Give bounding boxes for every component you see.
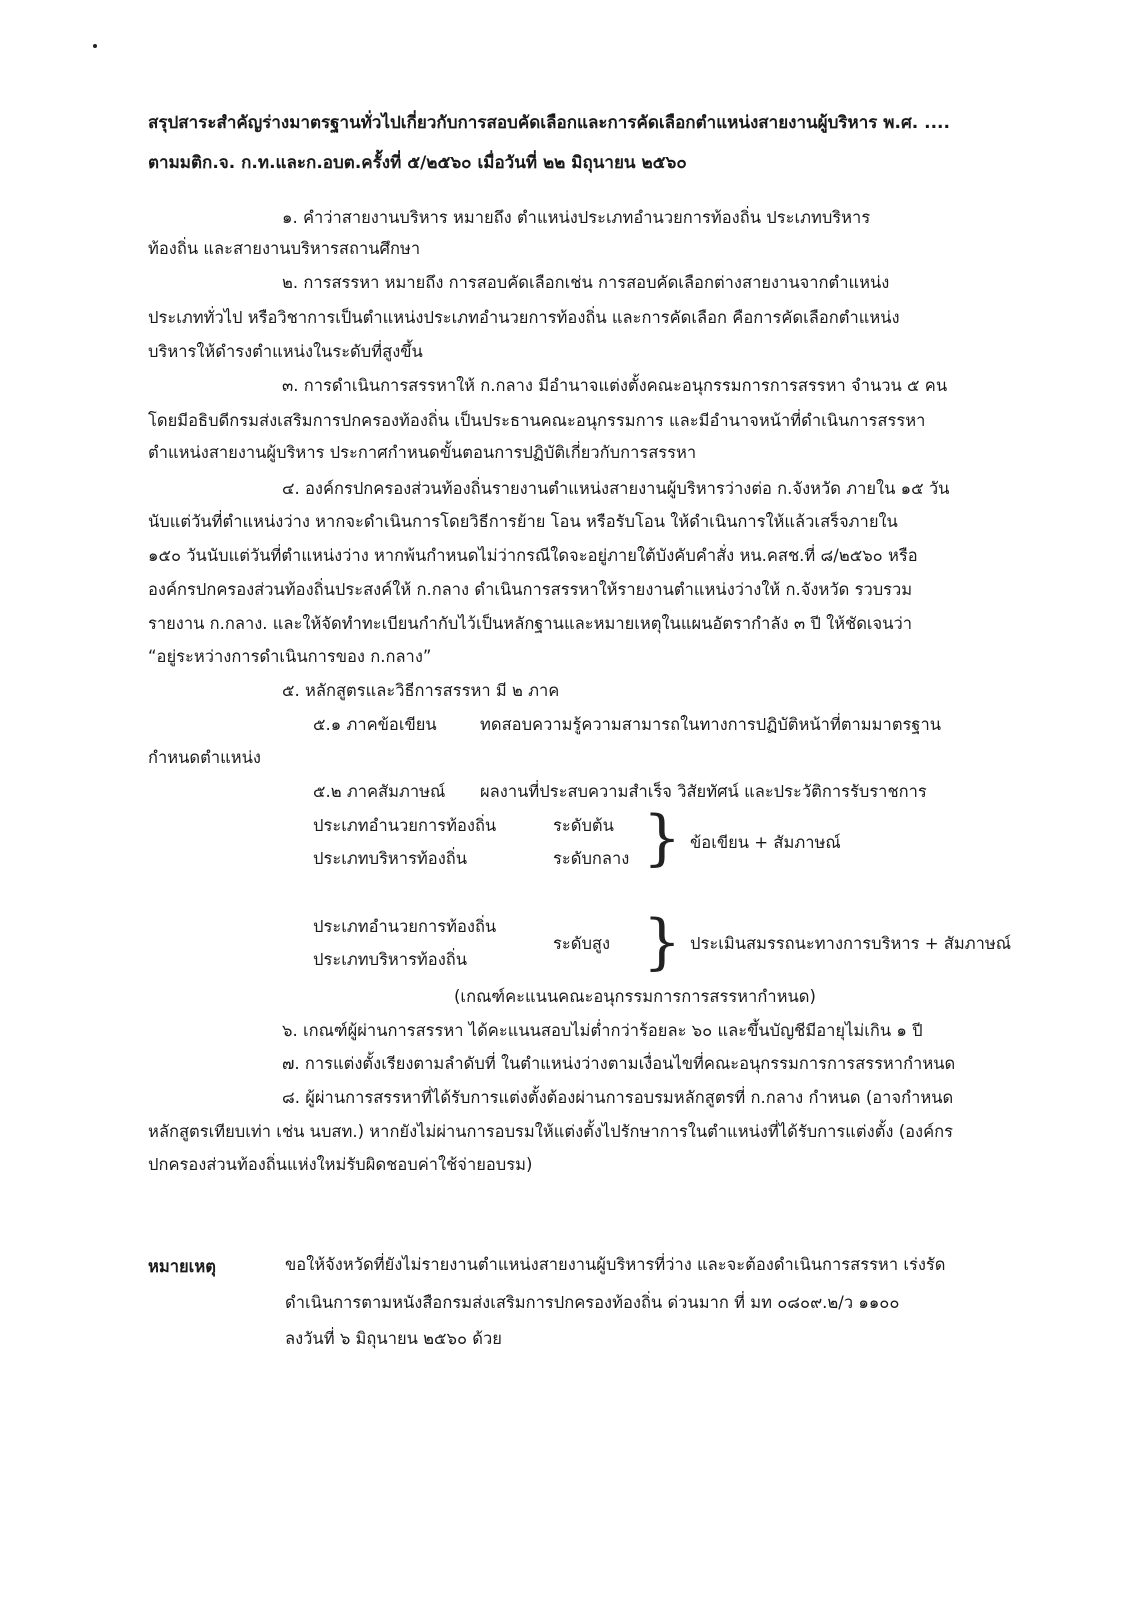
- document-title: [148, 103, 1048, 183]
- group-1-method: ข้อเขียน + สัมภาษณ์: [690, 833, 841, 852]
- note-label: หมายเหตุ: [148, 1257, 216, 1276]
- item-5-1-text: ทดสอบความรู้ความสามารถในทางการปฏิบัติหน้าที่ตามมาตรฐาน: [480, 715, 942, 734]
- group-2-level: ระดับสูง: [553, 934, 611, 953]
- item-5-1-label: ๕.๑ ภาคข้อเขียน: [313, 715, 437, 734]
- group-2-method: ประเมินสมรรถนะทางการบริหาร + สัมภาษณ์: [690, 934, 1012, 953]
- item-4-line-4: องค์กรปกครองส่วนท้องถิ่นประสงค์ให้ ก.กลาง ดำเนินการสรรหาให้รายงานตำแหน่งว่างให้ ก.จังหวัด รวบรวม: [148, 580, 913, 599]
- item-4-line-6: “อยู่ระหว่างการดำเนินการของ ก.กลาง”: [148, 647, 432, 666]
- item-3-line-1: ๓. การดำเนินการสรรหาให้ ก.กลาง มีอำนาจแต่งตั้งคณะอนุกรรมการการสรรหา จำนวน ๕ คน: [282, 376, 948, 395]
- item-1-line-2: ท้องถิ่น และสายงานบริหารสถานศึกษา: [148, 239, 421, 258]
- item-2-line-2: ประเภททั่วไป หรือวิชาการเป็นตำแหน่งประเภทอำนวยการท้องถิ่น และการคัดเลือก คือการคัดเลือกตำแหน่ง: [148, 308, 900, 327]
- criteria-note: (เกณฑ์คะแนนคณะอนุกรรมการการสรรหากำหนด): [454, 987, 816, 1006]
- item-7: ๗. การแต่งตั้งเรียงตามลำดับที่ ในตำแหน่งว่างตามเงื่อนไขที่คณะอนุกรรมการการสรรหากำหนด: [282, 1054, 956, 1073]
- note-line-3: ลงวันที่ ๖ มิถุนายน ๒๕๖๐ ด้วย: [285, 1329, 502, 1348]
- item-3-line-3: ตำแหน่งสายงานผู้บริหาร ประกาศกำหนดขั้นตอนการปฏิบัติเกี่ยวกับการสรรหา: [148, 443, 697, 462]
- item-2-line-1: ๒. การสรรหา หมายถึง การสอบคัดเลือกเช่น การสอบคัดเลือกต่างสายงานจากตำแหน่ง: [282, 273, 890, 292]
- item-5-2-text: ผลงานที่ประสบความสำเร็จ วิสัยทัศน์ และประวัติการรับราชการ: [480, 782, 927, 801]
- title-line-2: ตามมติก.จ. ก.ท.และก.อบต.ครั้งที่ ๕/๒๕๖๐ เมื่อวันที่ ๒๒ มิถุนายน ๒๕๖๐: [148, 153, 687, 173]
- title-line-1: สรุปสาระสำคัญร่างมาตรฐานทั่วไปเกี่ยวกับการสอบคัดเลือกและการคัดเลือกตำแหน่งสายงานผู้บริหาร พ.ศ. ....: [148, 113, 950, 133]
- item-8-line-3: ปกครองส่วนท้องถิ่นแห่งใหม่รับผิดชอบค่าใช้จ่ายอบรม): [148, 1155, 533, 1174]
- group-1-level-1: ระดับต้น: [553, 816, 614, 835]
- item-3-line-2: โดยมีอธิบดีกรมส่งเสริมการปกครองท้องถิ่น เป็นประธานคณะอนุกรรมการ และมีอำนาจหน้าที่ดำเนินการสรรหา: [148, 411, 926, 430]
- note-line-1: ขอให้จังหวัดที่ยังไม่รายงานตำแหน่งสายงานผู้บริหารที่ว่าง และจะต้องดำเนินการสรรหา เร่งรัด: [285, 1255, 946, 1274]
- group-2-brace: }: [643, 907, 682, 977]
- note-line-2: ดำเนินการตามหนังสือกรมส่งเสริมการปกครองท้องถิ่น ด่วนมาก ที่ มท ๐๘๐๙.๒/ว ๑๑๐๐: [285, 1293, 900, 1312]
- item-8-line-2: หลักสูตรเทียบเท่า เช่น นบสท.) หากยังไม่ผ่านการอบรมให้แต่งตั้งไปรักษาการในตำแหน่งที่ได้รับการแต่งตั้ง (องค์กร: [148, 1122, 954, 1141]
- item-4-line-1: ๔. องค์กรปกครองส่วนท้องถิ่นรายงานตำแหน่งสายงานผู้บริหารว่างต่อ ก.จังหวัด ภายใน ๑๕ วัน: [282, 479, 950, 498]
- group-1-level-2: ระดับกลาง: [553, 849, 630, 868]
- group-1-brace: }: [643, 803, 682, 873]
- stray-mark: [93, 44, 97, 48]
- group-2-type-2: ประเภทบริหารท้องถิ่น: [313, 950, 468, 969]
- item-6: ๖. เกณฑ์ผู้ผ่านการสรรหา ได้คะแนนสอบไม่ต่ำกว่าร้อยละ ๖๐ และขึ้นบัญชีมีอายุไม่เกิน ๑ ปี: [282, 1021, 923, 1040]
- item-5-1-continued: กำหนดตำแหน่ง: [148, 748, 261, 767]
- item-2-line-3: บริหารให้ดำรงตำแหน่งในระดับที่สูงขึ้น: [148, 342, 423, 361]
- item-1-line-1: ๑. คำว่าสายงานบริหาร หมายถึง ตำแหน่งประเภทอำนวยการท้องถิ่น ประเภทบริหาร: [282, 208, 871, 227]
- group-1-type-2: ประเภทบริหารท้องถิ่น: [313, 849, 468, 868]
- item-8-line-1: ๘. ผู้ผ่านการสรรหาที่ได้รับการแต่งตั้งต้องผ่านการอบรมหลักสูตรที่ ก.กลาง กำหนด (อาจกำหนด: [282, 1088, 954, 1107]
- item-4-line-2: นับแต่วันที่ตำแหน่งว่าง หากจะดำเนินการโดยวิธีการย้าย โอน หรือรับโอน ให้ดำเนินการให้แล้วเสร็จภายใน: [148, 512, 898, 531]
- group-2-type-1: ประเภทอำนวยการท้องถิ่น: [313, 917, 497, 936]
- group-1-type-1: ประเภทอำนวยการท้องถิ่น: [313, 816, 497, 835]
- item-5-2-label: ๕.๒ ภาคสัมภาษณ์: [313, 782, 446, 801]
- item-4-line-3: ๑๕๐ วันนับแต่วันที่ตำแหน่งว่าง หากพ้นกำหนดไม่ว่ากรณีใดจะอยู่ภายใต้บังคับคำสั่ง หน.คสช.ที่ ๘/๒๕๖๐ หรือ: [148, 546, 918, 565]
- item-4-line-5: รายงาน ก.กลาง. และให้จัดทำทะเบียนกำกับไว้เป็นหลักฐานและหมายเหตุในแผนอัตรากำลัง ๓ ปี ให้ชัดเจนว่า: [148, 614, 913, 633]
- item-5: ๕. หลักสูตรและวิธีการสรรหา มี ๒ ภาค: [282, 681, 560, 700]
